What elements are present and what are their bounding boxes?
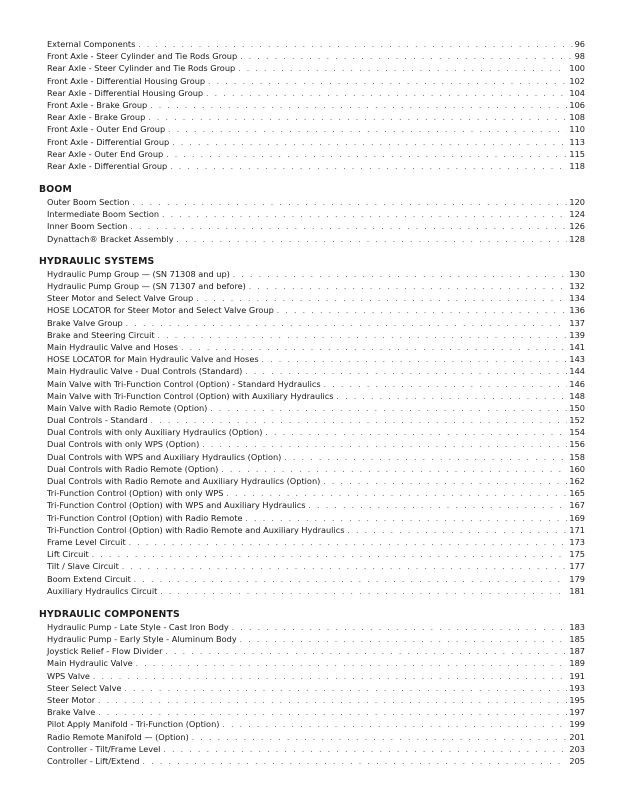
toc-entry-page-number: 143	[569, 354, 585, 365]
toc-entry-page-number: 128	[569, 233, 585, 244]
toc-entry[interactable]	[47, 268, 585, 280]
toc-entry[interactable]	[47, 329, 585, 341]
toc-entry-page-number: 165	[569, 488, 585, 499]
toc-entry-title: Front Axle - Outer End Group	[47, 124, 166, 135]
toc-entry-page-number: 199	[569, 719, 585, 730]
toc-entry-title: HOSE LOCATOR for Steer Motor and Select Valve Group	[47, 305, 274, 316]
toc-entry[interactable]	[47, 755, 585, 767]
toc-entry-title: Dual Controls - Standard	[47, 415, 148, 426]
toc-entry-page-number: 134	[569, 293, 585, 304]
toc-entry-page-number: 189	[569, 658, 585, 669]
toc-entry-title: HOSE LOCATOR for Main Hydraulic Valve and Hoses	[47, 354, 259, 365]
toc-entry-page-number: 106	[569, 99, 585, 110]
toc-entry[interactable]	[47, 196, 585, 208]
toc-entry-title: Main Valve with Radio Remote (Option)	[47, 402, 208, 413]
toc-entry-page-number: 146	[569, 378, 585, 389]
toc-entry-title: Front Axle - Brake Group	[47, 99, 148, 110]
section-heading: BOOM	[39, 184, 72, 196]
toc-entry[interactable]	[47, 353, 585, 365]
toc-entry-title: Steer Select Valve	[47, 682, 122, 693]
toc-entry-page-number: 144	[569, 366, 585, 377]
toc-entry-page-number: 130	[569, 268, 585, 279]
toc-entry[interactable]	[47, 621, 585, 633]
toc-entry-title: Auxiliary Hydraulics Circuit	[47, 585, 158, 596]
toc-entry-title: Dual Controls with only Auxiliary Hydraulics (Option)	[47, 427, 263, 438]
dot-leader	[170, 161, 567, 173]
toc-entry-page-number: 158	[569, 451, 585, 462]
toc-entry[interactable]	[47, 378, 585, 390]
toc-entry[interactable]	[47, 536, 585, 548]
toc-entry[interactable]	[47, 548, 585, 560]
toc-entry-page-number: 197	[569, 707, 585, 718]
toc-entry[interactable]	[47, 585, 585, 597]
toc-entry[interactable]	[47, 365, 585, 377]
toc-entry-page-number: 139	[569, 329, 585, 340]
toc-entry[interactable]	[47, 438, 585, 450]
toc-section	[0, 38, 622, 172]
toc-entry[interactable]	[47, 50, 585, 62]
toc-entry-title: Dual Controls with only WPS (Option)	[47, 439, 200, 450]
toc-entry-page-number: 156	[569, 439, 585, 450]
toc-entry-page-number: 152	[569, 415, 585, 426]
toc-entry[interactable]	[47, 136, 585, 148]
toc-entry-title: Hydraulic Pump Group — (SN 71307 and before)	[47, 281, 246, 291]
toc-entry-page-number: 195	[569, 695, 585, 705]
toc-entry[interactable]	[47, 633, 585, 645]
toc-entry-page-number: 175	[569, 549, 585, 560]
table-of-contents	[0, 38, 622, 767]
toc-entry[interactable]	[47, 111, 585, 123]
toc-entry[interactable]	[47, 208, 585, 220]
toc-entry-title: Steer Motor	[47, 695, 96, 705]
toc-entry[interactable]	[47, 402, 585, 414]
toc-entry-title: Main Hydraulic Valve	[47, 658, 133, 669]
toc-entry[interactable]	[47, 220, 585, 232]
toc-entry[interactable]	[47, 657, 585, 669]
toc-entry-page-number: 137	[569, 317, 585, 328]
toc-entry[interactable]	[47, 62, 585, 74]
toc-entry[interactable]	[47, 292, 585, 304]
section-spacer	[0, 597, 622, 609]
toc-entry-title: Front Axle - Steer Cylinder and Tie Rods Group	[47, 51, 238, 62]
toc-entry-page-number: 181	[569, 585, 585, 596]
toc-entry[interactable]	[47, 560, 585, 572]
toc-entry[interactable]	[47, 475, 585, 487]
toc-entry-page-number: 154	[569, 427, 585, 438]
toc-entry-page-number: 193	[569, 682, 585, 693]
toc-entry-page-number: 136	[569, 305, 585, 316]
toc-entry-title: Dual Controls with Radio Remote and Auxiliary Hydraulics (Option)	[47, 476, 321, 486]
toc-entry[interactable]	[47, 87, 585, 99]
toc-entry-title: Brake Valve Group	[47, 317, 123, 328]
toc-entry[interactable]	[47, 694, 585, 706]
toc-entry-title: Rear Axle - Brake Group	[47, 112, 146, 123]
toc-entry-title: Main Hydraulic Valve - Dual Controls (Standard)	[47, 366, 243, 377]
toc-entry[interactable]	[47, 499, 585, 511]
toc-entry-title: Main Valve with Tri-Function Control (Option) - Standard Hydraulics	[47, 378, 321, 389]
toc-entry-title: Controller - Lift/Extend	[47, 755, 140, 766]
toc-entry[interactable]	[47, 341, 585, 353]
toc-entry-page-number: 201	[569, 731, 585, 742]
toc-entry-page-number: 162	[569, 476, 585, 486]
section-heading: HYDRAULIC COMPONENTS	[39, 608, 180, 620]
toc-entry-title: Front Axle - Differential Group	[47, 136, 170, 147]
toc-entry-page-number: 150	[569, 402, 585, 413]
toc-entry-title: Dynattach® Bracket Assembly	[47, 233, 174, 244]
section-spacer	[0, 172, 622, 184]
toc-entry[interactable]	[47, 99, 585, 111]
toc-entry-title: Front Axle - Differential Housing Group	[47, 75, 206, 86]
toc-entry-title: Dual Controls with WPS and Auxiliary Hydraulics (Option)	[47, 451, 282, 462]
toc-entry[interactable]	[47, 524, 585, 536]
toc-entry[interactable]	[47, 731, 585, 743]
toc-entry-page-number: 98	[574, 51, 585, 62]
toc-entry-title: External Components	[47, 39, 136, 49]
toc-entry-title: Pilot Apply Manifold - Tri-Function (Option)	[47, 719, 220, 730]
toc-entry[interactable]	[47, 718, 585, 730]
dot-leader	[143, 756, 568, 768]
toc-entry-title: Tri-Function Control (Option) with Radio Remote and Auxiliary Hydraulics	[47, 524, 345, 535]
toc-entry[interactable]	[47, 706, 585, 718]
toc-entry-title: Controller - Tilt/Frame Level	[47, 743, 161, 754]
toc-entry-title: Rear Axle - Steer Cylinder and Tie Rods Group	[47, 63, 236, 74]
toc-entry-title: Brake and Steering Circuit	[47, 329, 155, 340]
toc-entry-page-number: 205	[569, 755, 585, 766]
toc-entry-title: Outer Boom Section	[47, 197, 130, 208]
toc-entry-title: Main Hydraulic Valve and Hoses	[47, 341, 179, 352]
toc-entry-title: Joystick Relief - Flow Divider	[47, 646, 163, 657]
toc-entry-page-number: 108	[569, 112, 585, 123]
toc-entry[interactable]	[47, 304, 585, 316]
toc-entry-page-number: 171	[569, 524, 585, 535]
toc-entry-title: Tri-Function Control (Option) with WPS and Auxiliary Hydraulics	[47, 500, 306, 511]
toc-entry[interactable]	[47, 38, 585, 50]
toc-entry-page-number: 102	[569, 75, 585, 86]
toc-section	[0, 245, 622, 597]
toc-entry[interactable]	[47, 414, 585, 426]
toc-entry[interactable]	[47, 743, 585, 755]
toc-entry-page-number: 118	[569, 160, 585, 171]
toc-entry[interactable]	[47, 280, 585, 292]
toc-entry[interactable]	[47, 573, 585, 585]
toc-entry[interactable]	[47, 426, 585, 438]
toc-entry-page-number: 126	[569, 221, 585, 232]
toc-entry[interactable]	[47, 463, 585, 475]
toc-entry-title: Hydraulic Pump Group — (SN 71308 and up)	[47, 268, 230, 279]
toc-entry-page-number: 104	[569, 87, 585, 98]
toc-entry[interactable]	[47, 233, 585, 245]
toc-entry[interactable]	[47, 160, 585, 172]
toc-entry[interactable]	[47, 670, 585, 682]
toc-entry-page-number: 179	[569, 573, 585, 584]
toc-entry-page-number: 191	[569, 670, 585, 681]
toc-entry-page-number: 148	[569, 390, 585, 401]
toc-entry-title: Main Valve with Tri-Function Control (Option) with Auxiliary Hydraulics	[47, 390, 334, 401]
toc-entry-title: Hydraulic Pump - Early Style - Aluminum Body	[47, 634, 237, 645]
toc-entry[interactable]	[47, 148, 585, 160]
toc-entry-title: Radio Remote Manifold — (Option)	[47, 731, 189, 742]
toc-entry-page-number: 185	[569, 634, 585, 645]
toc-entry[interactable]	[47, 75, 585, 87]
toc-entry-page-number: 173	[569, 536, 585, 547]
toc-entry-title: Hydraulic Pump - Late Style - Cast Iron Body	[47, 621, 229, 632]
toc-entry-page-number: 110	[569, 124, 585, 135]
toc-entry-page-number: 160	[569, 463, 585, 474]
toc-entry-title: Rear Axle - Differential Group	[47, 160, 168, 171]
toc-entry-title: Frame Level Circuit	[47, 536, 126, 547]
toc-entry[interactable]	[47, 682, 585, 694]
toc-entry-title: Inner Boom Section	[47, 221, 128, 232]
toc-entry-title: Tri-Function Control (Option) with Radio Remote	[47, 512, 243, 523]
toc-entry[interactable]	[47, 451, 585, 463]
toc-entry[interactable]	[47, 487, 585, 499]
toc-entry-page-number: 132	[569, 281, 585, 291]
toc-entry-page-number: 169	[569, 512, 585, 523]
toc-entry-page-number: 187	[569, 646, 585, 657]
toc-entry-page-number: 96	[574, 39, 585, 49]
toc-entry[interactable]	[47, 390, 585, 402]
toc-entry-title: Dual Controls with Radio Remote (Option)	[47, 463, 219, 474]
toc-entry-title: Intermediate Boom Section	[47, 209, 160, 220]
toc-entry-page-number: 113	[569, 136, 585, 147]
toc-entry[interactable]	[47, 317, 585, 329]
toc-entry-page-number: 124	[569, 209, 585, 220]
toc-entry-title: Tri-Function Control (Option) with only WPS	[47, 488, 224, 499]
section-spacer	[0, 245, 622, 256]
dot-leader	[177, 234, 568, 246]
toc-entry-page-number: 183	[569, 621, 585, 632]
toc-entry-title: Lift Circuit	[47, 549, 89, 560]
toc-entry-title: Boom Extend Circuit	[47, 573, 131, 584]
toc-entry[interactable]	[47, 645, 585, 657]
toc-entry[interactable]	[47, 512, 585, 524]
dot-leader	[160, 586, 567, 598]
toc-entry-title: Rear Axle - Outer End Group	[47, 148, 164, 159]
toc-entry-title: WPS Valve	[47, 670, 90, 681]
toc-entry-page-number: 120	[569, 197, 585, 208]
toc-section	[0, 172, 622, 245]
toc-entry-page-number: 141	[569, 341, 585, 352]
toc-entry-page-number: 203	[569, 743, 585, 754]
toc-entry-title: Brake Valve	[47, 707, 96, 718]
toc-entry-page-number: 115	[569, 148, 585, 159]
toc-entry-page-number: 100	[569, 63, 585, 74]
toc-entry-title: Tilt / Slave Circuit	[47, 561, 119, 572]
section-heading: HYDRAULIC SYSTEMS	[39, 255, 155, 267]
toc-entry-title: Steer Motor and Select Valve Group	[47, 293, 194, 304]
toc-entry-title: Rear Axle - Differential Housing Group	[47, 87, 204, 98]
toc-entry-page-number: 167	[569, 500, 585, 511]
toc-entry-page-number: 177	[569, 561, 585, 572]
toc-entry[interactable]	[47, 123, 585, 135]
toc-section	[0, 597, 622, 767]
